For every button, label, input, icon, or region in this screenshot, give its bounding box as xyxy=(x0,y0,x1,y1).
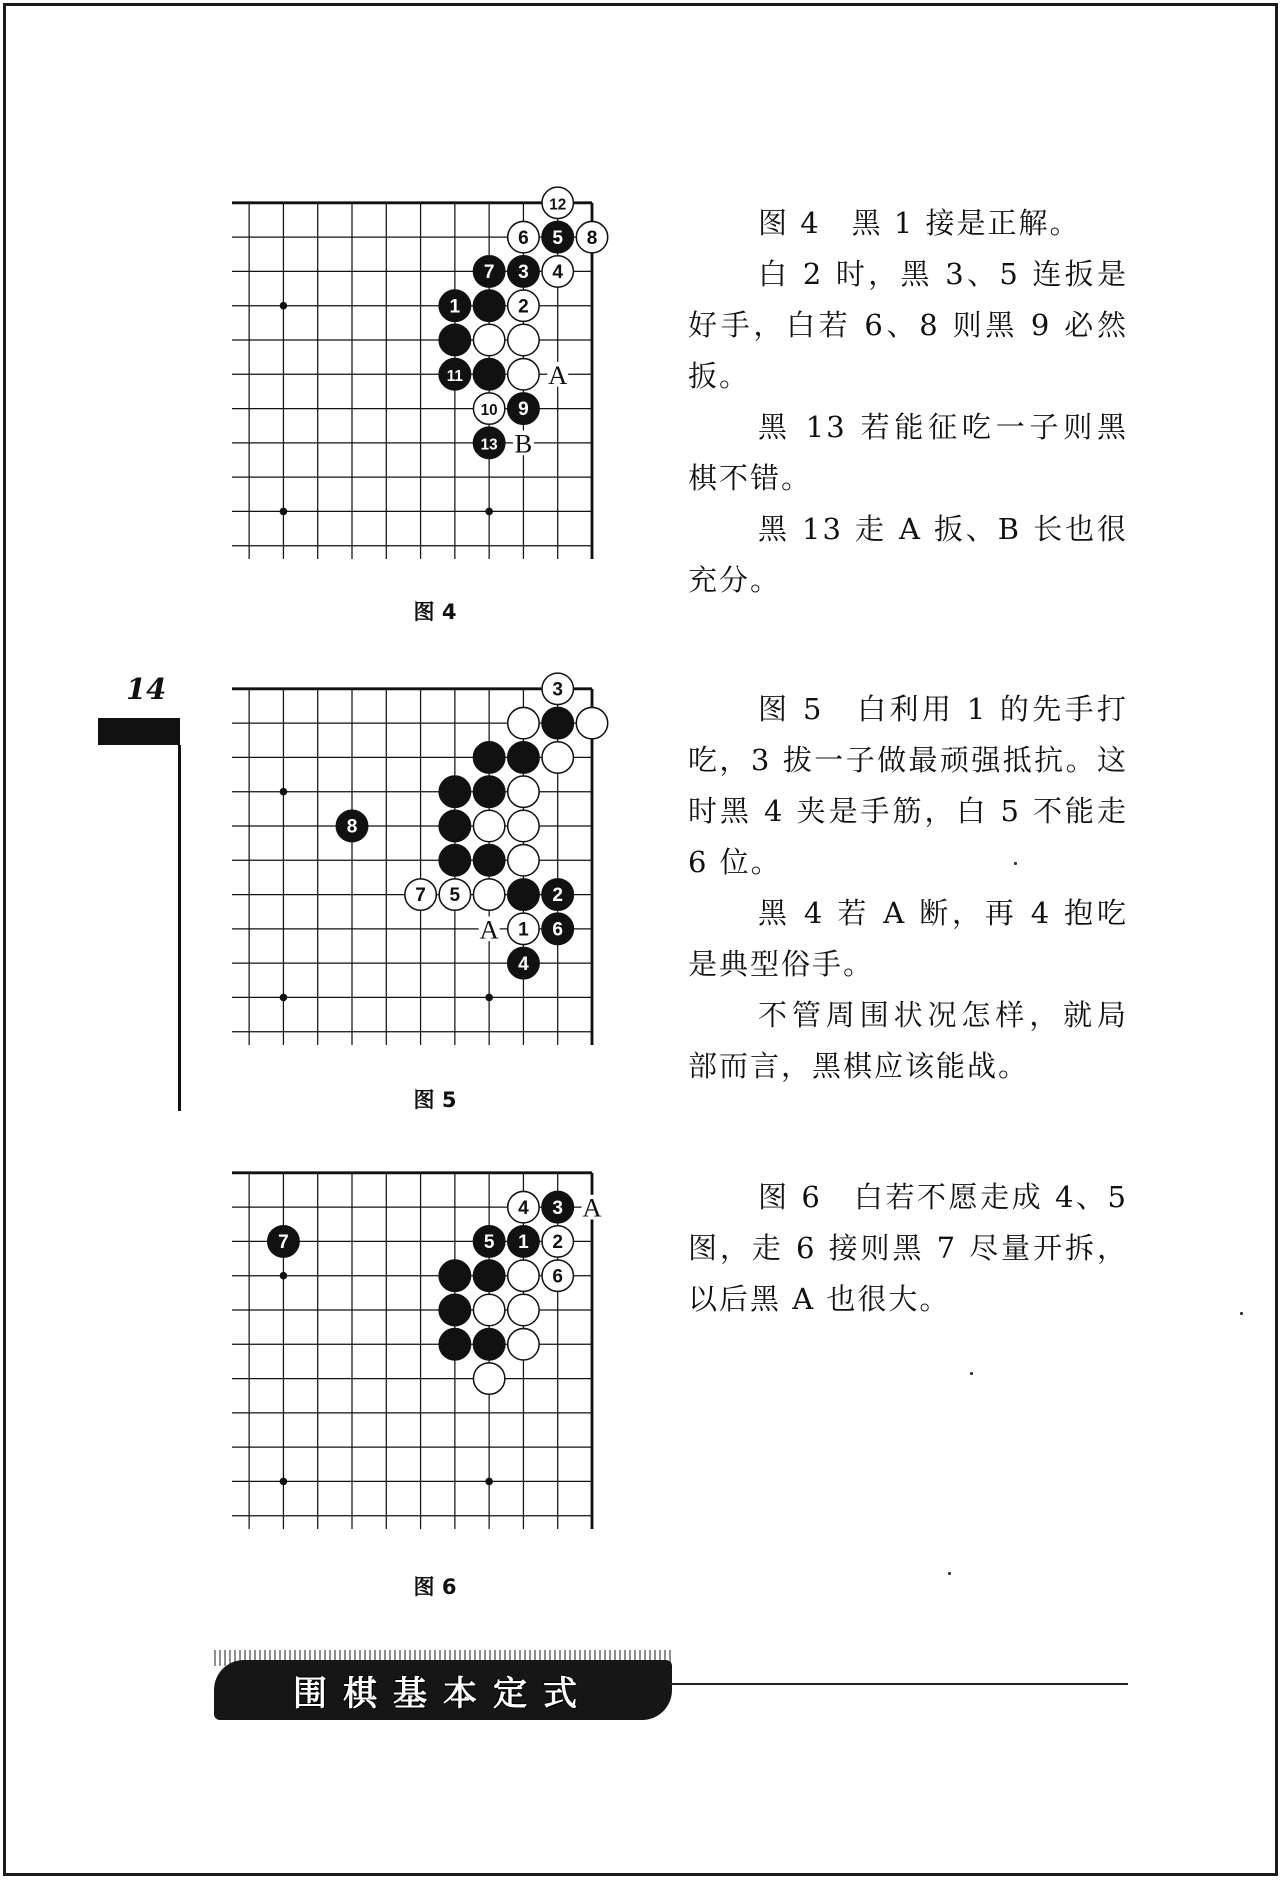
black-stone xyxy=(268,1226,299,1257)
point-letter-mark: B xyxy=(514,428,533,459)
white-stone xyxy=(508,776,539,807)
black-stone xyxy=(473,290,504,321)
white-stone xyxy=(508,221,539,252)
white-stone xyxy=(473,324,504,355)
stone-number: 1 xyxy=(518,919,529,941)
footer-rule xyxy=(668,1683,1128,1685)
stone-number: 2 xyxy=(552,1232,564,1254)
stone-number: 6 xyxy=(518,227,529,249)
footer-banner xyxy=(214,1660,672,1720)
stone-number: 3 xyxy=(552,679,564,701)
white-stone xyxy=(576,707,607,738)
black-stone xyxy=(439,290,470,321)
paragraph: 黑 13 走 A 扳、B 长也很充分。 xyxy=(688,512,1128,597)
stone-number: 13 xyxy=(480,436,498,454)
star-point xyxy=(485,1478,493,1486)
page-number: 14 xyxy=(126,672,167,706)
white-stone xyxy=(508,810,539,841)
white-stone xyxy=(508,1260,539,1291)
black-stone xyxy=(542,707,573,738)
white-stone xyxy=(542,1260,573,1291)
stone-number: 4 xyxy=(552,262,564,284)
black-stone xyxy=(473,1329,504,1360)
white-stone xyxy=(542,187,573,218)
white-stone xyxy=(508,359,539,390)
stone-number: 6 xyxy=(552,919,564,941)
paragraph: 白 2 时，黑 3、5 连扳是好手，白若 6、8 则黑 9 必然扳。 xyxy=(688,257,1128,393)
stone-number: 1 xyxy=(449,296,461,318)
black-stone xyxy=(439,1294,470,1325)
white-stone xyxy=(508,845,539,876)
paragraph: 图 5 白利用 1 的先手打吃，3 拔一子做最顽强抵抗。这时黑 4 夹是手筋，白 5 不能走 6 位。 xyxy=(688,692,1128,879)
stone-number: 4 xyxy=(518,1197,529,1219)
white-stone xyxy=(542,673,573,704)
white-stone xyxy=(542,742,573,773)
white-stone xyxy=(508,913,539,944)
black-stone xyxy=(439,1329,470,1360)
black-stone xyxy=(473,256,504,287)
black-stone xyxy=(473,742,504,773)
paragraph: 图 4 黑 1 接是正解。 xyxy=(758,206,1081,240)
scan-speck xyxy=(1014,862,1017,865)
white-stone xyxy=(508,1294,539,1325)
stone-number: 3 xyxy=(552,1197,564,1219)
black-stone xyxy=(473,1226,504,1257)
paragraph: 黑 13 若能征吃一子则黑棋不错。 xyxy=(688,410,1128,495)
black-stone xyxy=(508,879,539,910)
stone-number: 10 xyxy=(480,402,498,420)
white-stone xyxy=(508,290,539,321)
stone-number: 8 xyxy=(586,227,598,249)
black-stone xyxy=(439,810,470,841)
go-diagram-4 xyxy=(232,180,632,580)
star-point xyxy=(280,1478,288,1486)
star-point xyxy=(485,508,493,516)
stone-number: 7 xyxy=(483,262,495,284)
black-stone xyxy=(508,256,539,287)
white-stone xyxy=(542,1226,573,1257)
stone-number: 12 xyxy=(549,196,567,214)
black-stone xyxy=(542,913,573,944)
white-stone xyxy=(439,879,470,910)
white-stone xyxy=(576,221,607,252)
stone-number: 9 xyxy=(518,399,529,421)
white-stone xyxy=(473,810,504,841)
black-stone xyxy=(473,845,504,876)
margin-line xyxy=(178,745,181,1111)
white-stone xyxy=(473,1363,504,1394)
white-stone xyxy=(508,1329,539,1360)
stone-number: 5 xyxy=(483,1232,495,1254)
stone-number: 7 xyxy=(278,1232,289,1254)
stone-number: 2 xyxy=(518,296,529,318)
stone-number: 7 xyxy=(415,885,426,907)
white-stone xyxy=(473,1294,504,1325)
star-point xyxy=(280,994,288,1002)
diagram-caption-4: 图 4 xyxy=(413,600,457,624)
paragraph: 图 6 白若不愿走成 4、5 图，走 6 接则黑 7 尽量开拆，以后黑 A 也很大。 xyxy=(688,1180,1128,1316)
black-stone xyxy=(473,427,504,458)
black-stone xyxy=(439,845,470,876)
paragraph: 不管周围状况怎样，就局部而言，黑棋应该能战。 xyxy=(688,998,1128,1083)
black-stone xyxy=(473,359,504,390)
text-block-fig4 xyxy=(688,198,1128,606)
white-stone xyxy=(508,1191,539,1222)
white-stone xyxy=(473,393,504,424)
paragraph: 黑 4 若 A 断，再 4 抱吃是典型俗手。 xyxy=(688,896,1128,981)
black-stone xyxy=(439,1260,470,1291)
stone-number: 11 xyxy=(446,367,463,385)
black-stone xyxy=(473,1260,504,1291)
scan-speck xyxy=(948,1572,951,1575)
star-point xyxy=(280,788,288,796)
go-diagram-6 xyxy=(232,1150,632,1550)
white-stone xyxy=(542,256,573,287)
stone-number: 5 xyxy=(449,885,461,907)
point-letter-mark: A xyxy=(582,1192,602,1223)
diagram-caption-5: 图 5 xyxy=(413,1088,457,1112)
point-letter-mark: A xyxy=(479,914,499,945)
margin-bar xyxy=(98,718,180,745)
black-stone xyxy=(542,1191,573,1222)
white-stone xyxy=(508,707,539,738)
stone-number: 6 xyxy=(552,1266,564,1288)
stone-number: 4 xyxy=(518,953,529,975)
black-stone xyxy=(336,810,367,841)
stone-number: 8 xyxy=(346,816,358,838)
stone-number: 5 xyxy=(552,227,564,249)
diagram-caption-6: 图 6 xyxy=(413,1575,457,1599)
black-stone xyxy=(542,221,573,252)
scan-speck xyxy=(1240,1312,1243,1315)
star-point xyxy=(485,994,493,1002)
stone-number: 3 xyxy=(518,262,529,284)
black-stone xyxy=(508,1226,539,1257)
white-stone xyxy=(508,324,539,355)
footer-title: 围棋基本定式 xyxy=(293,1673,593,1714)
black-stone xyxy=(508,947,539,978)
star-point xyxy=(280,302,288,310)
stone-number: 1 xyxy=(518,1232,529,1254)
white-stone xyxy=(405,879,436,910)
stone-number: 2 xyxy=(552,885,564,907)
white-stone xyxy=(473,879,504,910)
scan-speck xyxy=(970,1372,973,1375)
black-stone xyxy=(508,393,539,424)
black-stone xyxy=(439,359,470,390)
black-stone xyxy=(439,324,470,355)
black-stone xyxy=(508,742,539,773)
black-stone xyxy=(473,776,504,807)
point-letter-mark: A xyxy=(548,359,568,390)
go-diagram-5 xyxy=(232,666,632,1066)
text-block-fig5 xyxy=(688,684,1128,1092)
star-point xyxy=(280,1272,288,1280)
star-point xyxy=(280,508,288,516)
text-block-fig6 xyxy=(688,1172,1128,1325)
black-stone xyxy=(542,879,573,910)
black-stone xyxy=(439,776,470,807)
